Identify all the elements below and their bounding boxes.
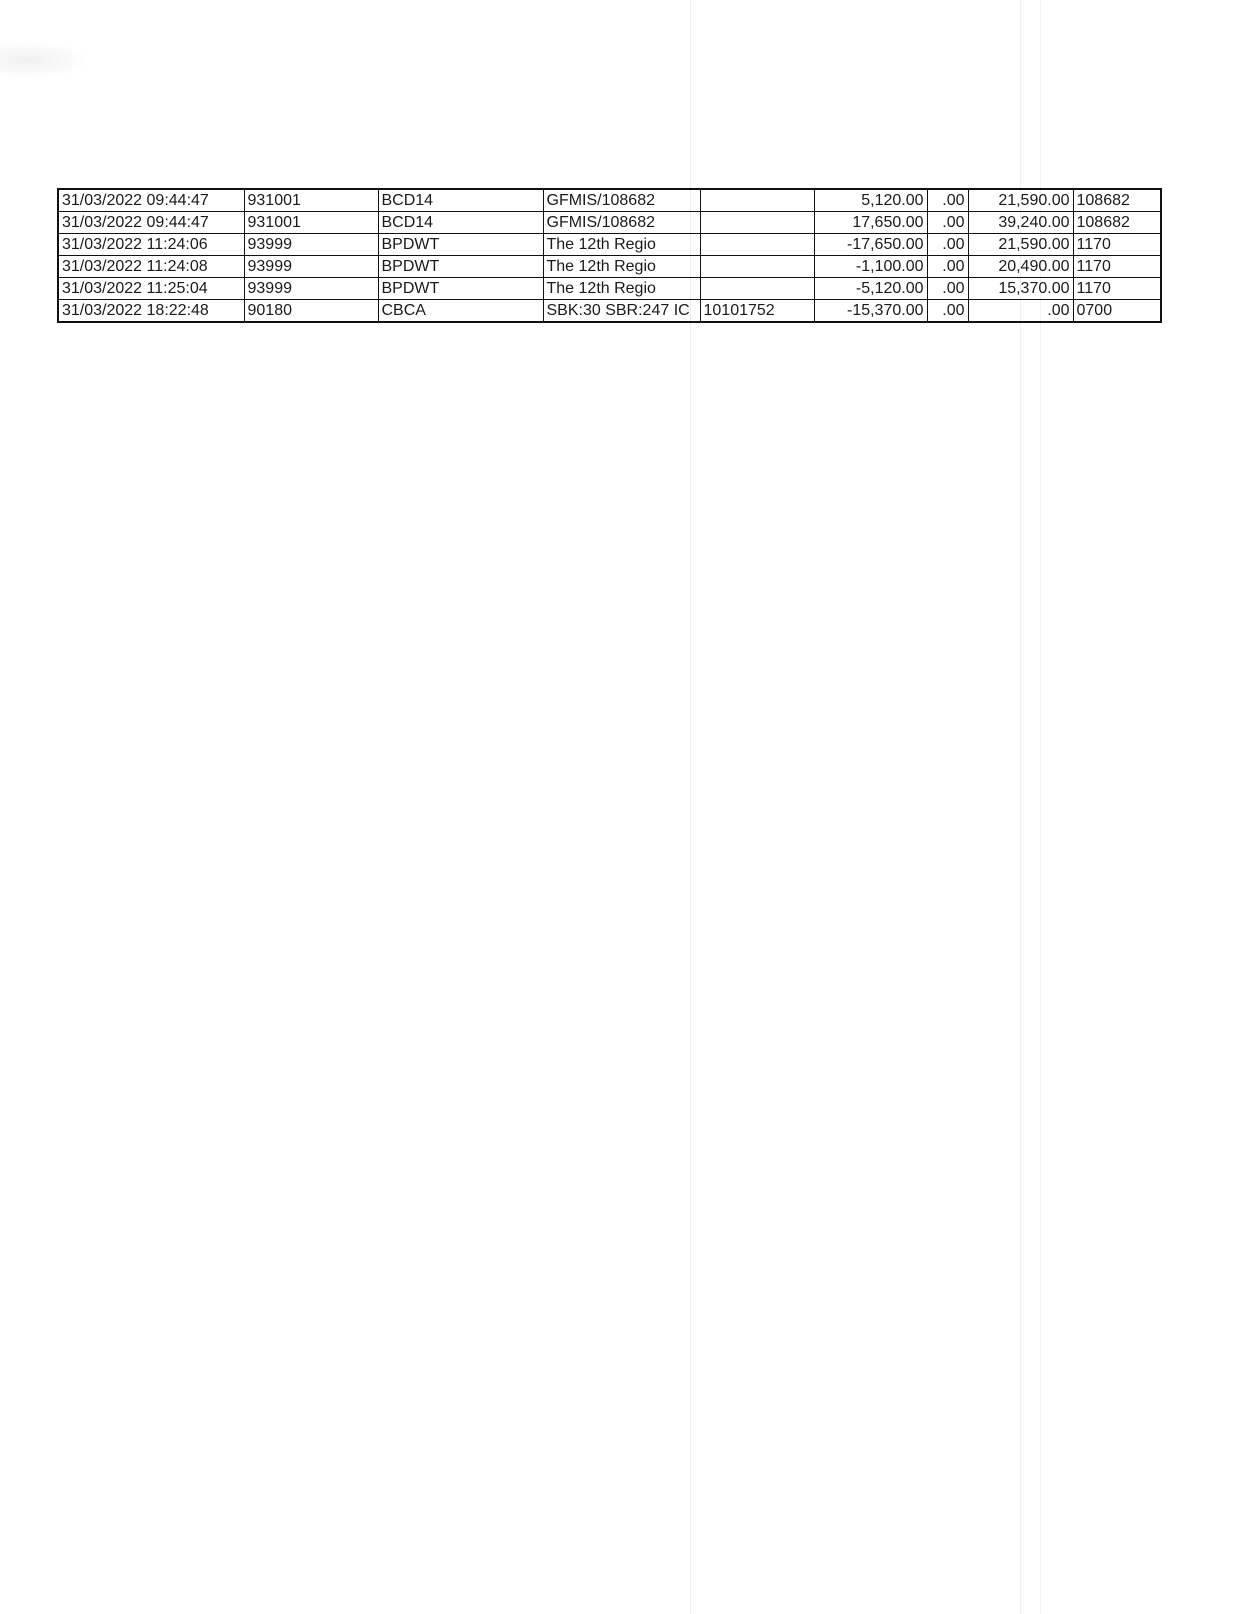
type-cell: BCD14 bbox=[378, 189, 543, 212]
table-row bbox=[58, 256, 1161, 278]
code-cell: 931001 bbox=[244, 212, 378, 234]
datetime-cell: 31/03/2022 09:44:47 bbox=[58, 212, 244, 234]
table-row bbox=[58, 212, 1161, 234]
reference-cell bbox=[700, 234, 814, 256]
code-cell: 931001 bbox=[244, 189, 378, 212]
code-cell: 93999 bbox=[244, 278, 378, 300]
reference-cell bbox=[700, 212, 814, 234]
table-row bbox=[58, 300, 1161, 323]
description-cell: The 12th Regio bbox=[543, 278, 700, 300]
fee-cell: .00 bbox=[927, 256, 968, 278]
amount-cell: -5,120.00 bbox=[814, 278, 927, 300]
datetime-cell: 31/03/2022 11:24:06 bbox=[58, 234, 244, 256]
table-row bbox=[58, 278, 1161, 300]
code-cell: 93999 bbox=[244, 256, 378, 278]
datetime-cell: 31/03/2022 11:25:04 bbox=[58, 278, 244, 300]
branch-cell: 0700 bbox=[1073, 300, 1161, 323]
balance-cell: 39,240.00 bbox=[968, 212, 1073, 234]
reference-cell bbox=[700, 189, 814, 212]
amount-cell: 17,650.00 bbox=[814, 212, 927, 234]
balance-cell: .00 bbox=[968, 300, 1073, 323]
amount-cell: 5,120.00 bbox=[814, 189, 927, 212]
description-cell: GFMIS/108682 bbox=[543, 189, 700, 212]
branch-cell: 1170 bbox=[1073, 278, 1161, 300]
balance-cell: 21,590.00 bbox=[968, 234, 1073, 256]
reference-cell bbox=[700, 278, 814, 300]
scan-smudge bbox=[0, 40, 90, 80]
code-cell: 93999 bbox=[244, 234, 378, 256]
balance-cell: 20,490.00 bbox=[968, 256, 1073, 278]
fee-cell: .00 bbox=[927, 278, 968, 300]
datetime-cell: 31/03/2022 18:22:48 bbox=[58, 300, 244, 323]
transaction-table bbox=[57, 188, 1162, 323]
amount-cell: -1,100.00 bbox=[814, 256, 927, 278]
description-cell: SBK:30 SBR:247 IC bbox=[543, 300, 700, 323]
fee-cell: .00 bbox=[927, 234, 968, 256]
fee-cell: .00 bbox=[927, 189, 968, 212]
branch-cell: 108682 bbox=[1073, 212, 1161, 234]
reference-cell bbox=[700, 256, 814, 278]
branch-cell: 1170 bbox=[1073, 234, 1161, 256]
balance-cell: 15,370.00 bbox=[968, 278, 1073, 300]
type-cell: BPDWT bbox=[378, 256, 543, 278]
amount-cell: -15,370.00 bbox=[814, 300, 927, 323]
reference-cell: 10101752 bbox=[700, 300, 814, 323]
fee-cell: .00 bbox=[927, 212, 968, 234]
type-cell: BCD14 bbox=[378, 212, 543, 234]
datetime-cell: 31/03/2022 11:24:08 bbox=[58, 256, 244, 278]
amount-cell: -17,650.00 bbox=[814, 234, 927, 256]
branch-cell: 108682 bbox=[1073, 189, 1161, 212]
description-cell: The 12th Regio bbox=[543, 234, 700, 256]
type-cell: BPDWT bbox=[378, 278, 543, 300]
balance-cell: 21,590.00 bbox=[968, 189, 1073, 212]
branch-cell: 1170 bbox=[1073, 256, 1161, 278]
fee-cell: .00 bbox=[927, 300, 968, 323]
table-row bbox=[58, 189, 1161, 212]
datetime-cell: 31/03/2022 09:44:47 bbox=[58, 189, 244, 212]
type-cell: BPDWT bbox=[378, 234, 543, 256]
type-cell: CBCA bbox=[378, 300, 543, 323]
table-row bbox=[58, 234, 1161, 256]
description-cell: The 12th Regio bbox=[543, 256, 700, 278]
description-cell: GFMIS/108682 bbox=[543, 212, 700, 234]
code-cell: 90180 bbox=[244, 300, 378, 323]
